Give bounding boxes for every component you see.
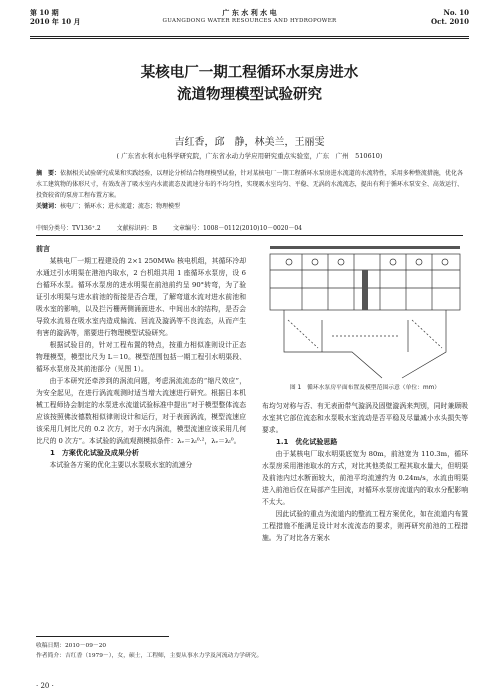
clc-number: 中图分类号：TV136⁺.2 xyxy=(36,225,101,232)
author-list: 吉红香，邱 静，林美兰，王丽雯 xyxy=(174,137,325,148)
classification-line xyxy=(36,223,463,232)
wall-thickness xyxy=(270,246,460,310)
pump-house-layout-figure xyxy=(262,240,468,380)
left-paragraph-1: 某核电厂一期工程建设的 2×1 250MWe 核电机组，其循环冷却水通过引水明渠在港池内取水，2 台机组共用 1 座循环水泵房，设 6 台循环水泵。循环水泵房的进水明渠在前池前约呈 90°转弯，为了验证引水明渠与进水前池的衔接是否合理，了解弯道水流对进水前池和吸水室的影响，以及拦污栅两侧涌面进水、中间出水的结构，是否会导致水流易在吸水室内造成偏流、回流及漩涡等不良流态，从而产生有害的漩涡等，需要进行物理模型试验研究。 xyxy=(36,257,246,337)
page-number: · 20 · xyxy=(36,682,54,690)
date-left: 2010 年 10 月 xyxy=(30,17,81,26)
forebay-boundary-left xyxy=(284,310,382,378)
left-paragraph-4: 本试验各方案的优化主要以水泵吸水室的流速分 xyxy=(49,461,193,469)
running-header xyxy=(30,8,469,34)
header-center xyxy=(30,8,469,26)
article-number: 文章编号：1008－0112(2010)10－0020－04 xyxy=(172,225,302,232)
preface-heading: 前言 xyxy=(36,245,50,253)
forebay-boundary-right xyxy=(402,310,446,378)
issue-right: No. 10 xyxy=(443,8,469,17)
right-paragraph-2: 由于某核电厂取水明渠底宽为 80m，前池宽为 110.3m，循环水泵房采用港池取水的方式，对比其他类似工程其取水量大，但明渠及前池内过水断面较大，前池平均流速约为 0.24m/s，水流由明渠进入前池后仅在局部产生回流，对循环水泵房流道内的取水分配影响不太大。 xyxy=(262,450,468,506)
right-column xyxy=(262,400,468,544)
journal-name-cn: 广 东 水 利 水 电 xyxy=(222,8,277,17)
abstract xyxy=(36,168,463,212)
article-title-line1: 某核电厂一期工程循环水泵房进水 xyxy=(140,65,359,81)
article-title-line2: 流道物理模型试验研究 xyxy=(177,87,322,103)
keywords-label: 关键词： xyxy=(36,203,61,210)
footnote-rule xyxy=(36,636,169,637)
document-code: 文献标识码：B xyxy=(116,225,158,232)
footnote xyxy=(36,641,262,661)
journal-name-en: GUANGDONG WATER RESOURCES AND HYDROPOWER xyxy=(162,18,337,24)
abstract-label: 摘 要： xyxy=(36,170,61,177)
section-1-1-heading: 1.1 优化试验思路 xyxy=(276,438,338,446)
header-rule xyxy=(30,36,469,37)
intake-channel-hatching xyxy=(288,320,442,348)
date-right: Oct. 2010 xyxy=(431,17,469,26)
keywords-text: 核电厂；循环水；进水流道；流态；物理模型 xyxy=(60,203,181,210)
header-right xyxy=(431,8,469,26)
pump-circles xyxy=(286,259,448,265)
abstract-rule xyxy=(36,235,463,236)
abstract-text: 依据相关试验研究成果和实践经验，以理论分析结合物理模型试验，针对某核电厂一期工程循环水泵房进水流道的水流特性，采用多种整流措施，优化各水工建筑物的体形尺寸，有效改善了吸水室内水流流态及流速分布的不均匀性，实现吸水室均匀、平稳、无涡的水流流态，提出有利于循环水泵安全、高效运行、投资较省的泵房工程布置方案。 xyxy=(36,170,463,199)
received-date: 收稿日期：2010－09－20 xyxy=(36,643,107,649)
left-paragraph-2: 根据试验目的，针对工程布置的特点，按重力相似准则设计正态物理模型，模型比尺为 L＝10。模型范围包括一期工程引水明渠段、循环水泵房及其前池部分（见图 1）。 xyxy=(36,341,246,373)
figure-caption: 图 1 循环水泵房平面布置及模型范围示意（单位：mm） xyxy=(289,385,441,391)
right-paragraph-3: 因此试验的重点为流道内的整流工程方案优化，如在流道内布置工程措施不能满足设计对水流流态的要求，则再研究前池的工程措施。为了对比各方案水 xyxy=(262,510,468,542)
affiliation: ( 广东省水利水电科学研究院，广东省水动力学应用研究重点实验室，广东 广州 510610) xyxy=(116,152,383,160)
right-paragraph-1: 布均匀对称与否、有无表面带气漩涡及固壁漩涡来判别，同时兼顾吸水室其它部位流态和水泵吸水室流动是否平稳及尽量减小水头损失等要求。 xyxy=(262,402,468,434)
left-column xyxy=(36,243,246,471)
header-rule-thin xyxy=(30,38,469,39)
author-bio: 作者简介：吉红香（1979－），女，硕士，工程师，主要从事水力学及河流动力学研究。 xyxy=(36,653,263,659)
section-1-heading: 1 方案优化试验及成果分析 xyxy=(50,449,139,457)
left-paragraph-3: 由于本研究还牵涉到的涡流问题，考虑涡流流态的“缩尺效应”，为安全起见，在进行涡流观测时适当增大流速进行研究。根据日本机械工程师协会制定的水泵进水流道试验标准中提出“对于模型整体流态应该按照佛汝德数相似律则设计和运行，对于表面涡流，模型流速应该采用几何比尺的 0.2 次方，对于水内涡流，模型流速应该采用几何比尺的 0 次方”。本试验的涡流观测模拟条件：λᵥ＝λₗ⁰·²，λᵥ＝λₗ⁰。 xyxy=(36,377,246,445)
issue-left: 第 10 期 xyxy=(30,8,59,17)
